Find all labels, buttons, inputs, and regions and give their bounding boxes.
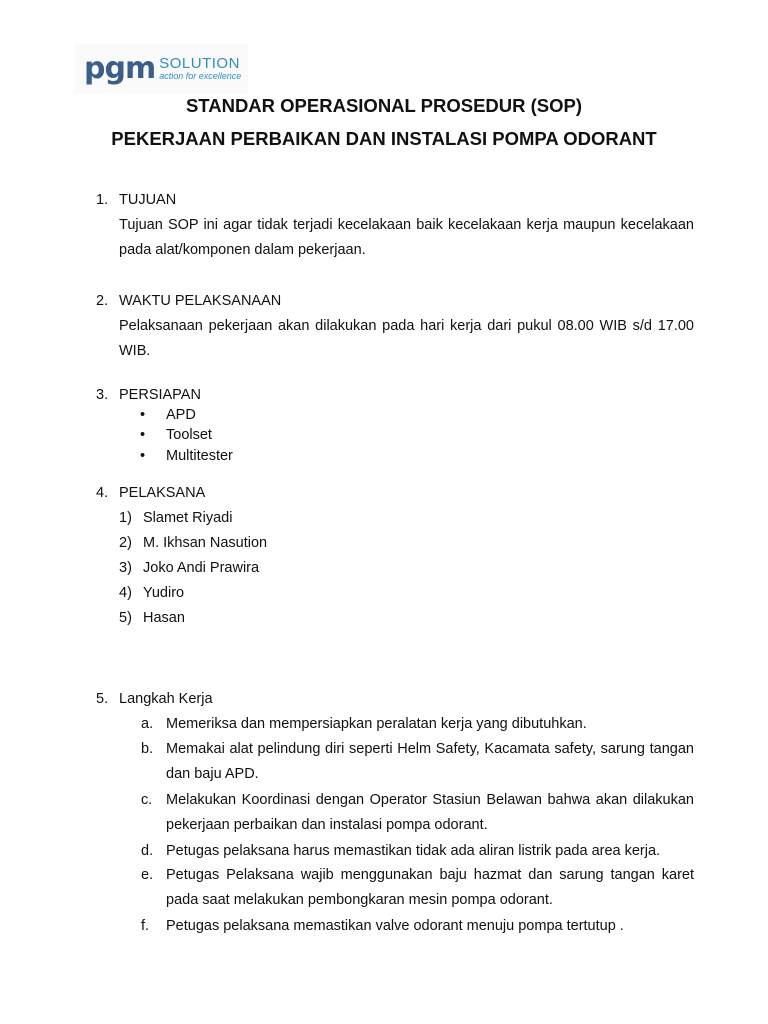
logo-brand: pgm [84, 51, 156, 86]
list-item: c. Melakukan Koordinasi dengan Operator Stasiun Belawan bahwa akan dilakukan pekerjaan perbaikan dan instalasi pompa odorant. [141, 792, 694, 833]
section-number: 2. [96, 293, 109, 309]
document-title: STANDAR OPERASIONAL PROSEDUR (SOP) [185, 95, 583, 116]
section-heading-pelaksana [96, 485, 205, 501]
section-title: Langkah Kerja [119, 691, 213, 707]
bullet-icon: • [140, 427, 146, 443]
section-title: TUJUAN [119, 192, 177, 208]
section-number: 4. [96, 485, 109, 501]
list-item: f. Petugas pelaksana memastikan valve odorant menuju pompa tertutup . [141, 918, 624, 934]
list-item: 3) Joko Andi Prawira [119, 560, 260, 576]
list-item: • Toolset [140, 427, 212, 443]
list-item: e. Petugas Pelaksana wajib menggunakan baju hazmat dan sarung tangan karet pada saat melakukan pembongkaran mesin pompa odorant. [141, 867, 694, 908]
list-item: a. Memeriksa dan mempersiapkan peralatan kerja yang dibutuhkan. [141, 716, 587, 732]
list-item: • APD [140, 407, 196, 423]
section-title: PERSIAPAN [119, 387, 201, 403]
section-number: 5. [96, 691, 109, 707]
logo-tagline: action for excellence [159, 71, 242, 82]
section-heading-persiapan [96, 387, 201, 403]
list-item: b. Memakai alat pelindung diri seperti Helm Safety, Kacamata safety, sarung tangan dan baju APD. [141, 741, 694, 782]
section-number: 1. [96, 192, 109, 208]
list-item: d. Petugas pelaksana harus memastikan tidak ada aliran listrik pada area kerja. [141, 843, 661, 859]
section-heading-langkah [96, 691, 213, 707]
bullet-icon: • [140, 407, 146, 423]
document-subtitle: PEKERJAAN PERBAIKAN DAN INSTALASI POMPA ODORANT [111, 128, 657, 149]
logo-name: SOLUTION [159, 54, 240, 72]
section-title: PELAKSANA [119, 485, 206, 501]
section-title: WAKTU PELAKSANAAN [119, 293, 282, 309]
section-text-waktu: Pelaksanaan pekerjaan akan dilakukan pada hari kerja dari pukul 08.00 WIB s/d 17.00 WIB. [119, 318, 694, 359]
list-item: 5) Hasan [119, 610, 185, 626]
list-item: • Multitester [140, 448, 233, 464]
section-number: 3. [96, 387, 109, 403]
list-item: 4) Yudiro [119, 585, 185, 601]
bullet-icon: • [140, 448, 146, 464]
section-text-tujuan: Tujuan SOP ini agar tidak terjadi kecelakaan baik kecelakaan kerja maupun kecelakaan pada alat/komponen dalam pekerjaan. [119, 217, 694, 258]
company-logo [74, 44, 248, 94]
section-heading-tujuan [96, 192, 176, 208]
section-heading-waktu [96, 293, 281, 309]
list-item: 1) Slamet Riyadi [119, 510, 233, 526]
list-item: 2) M. Ikhsan Nasution [119, 535, 268, 551]
